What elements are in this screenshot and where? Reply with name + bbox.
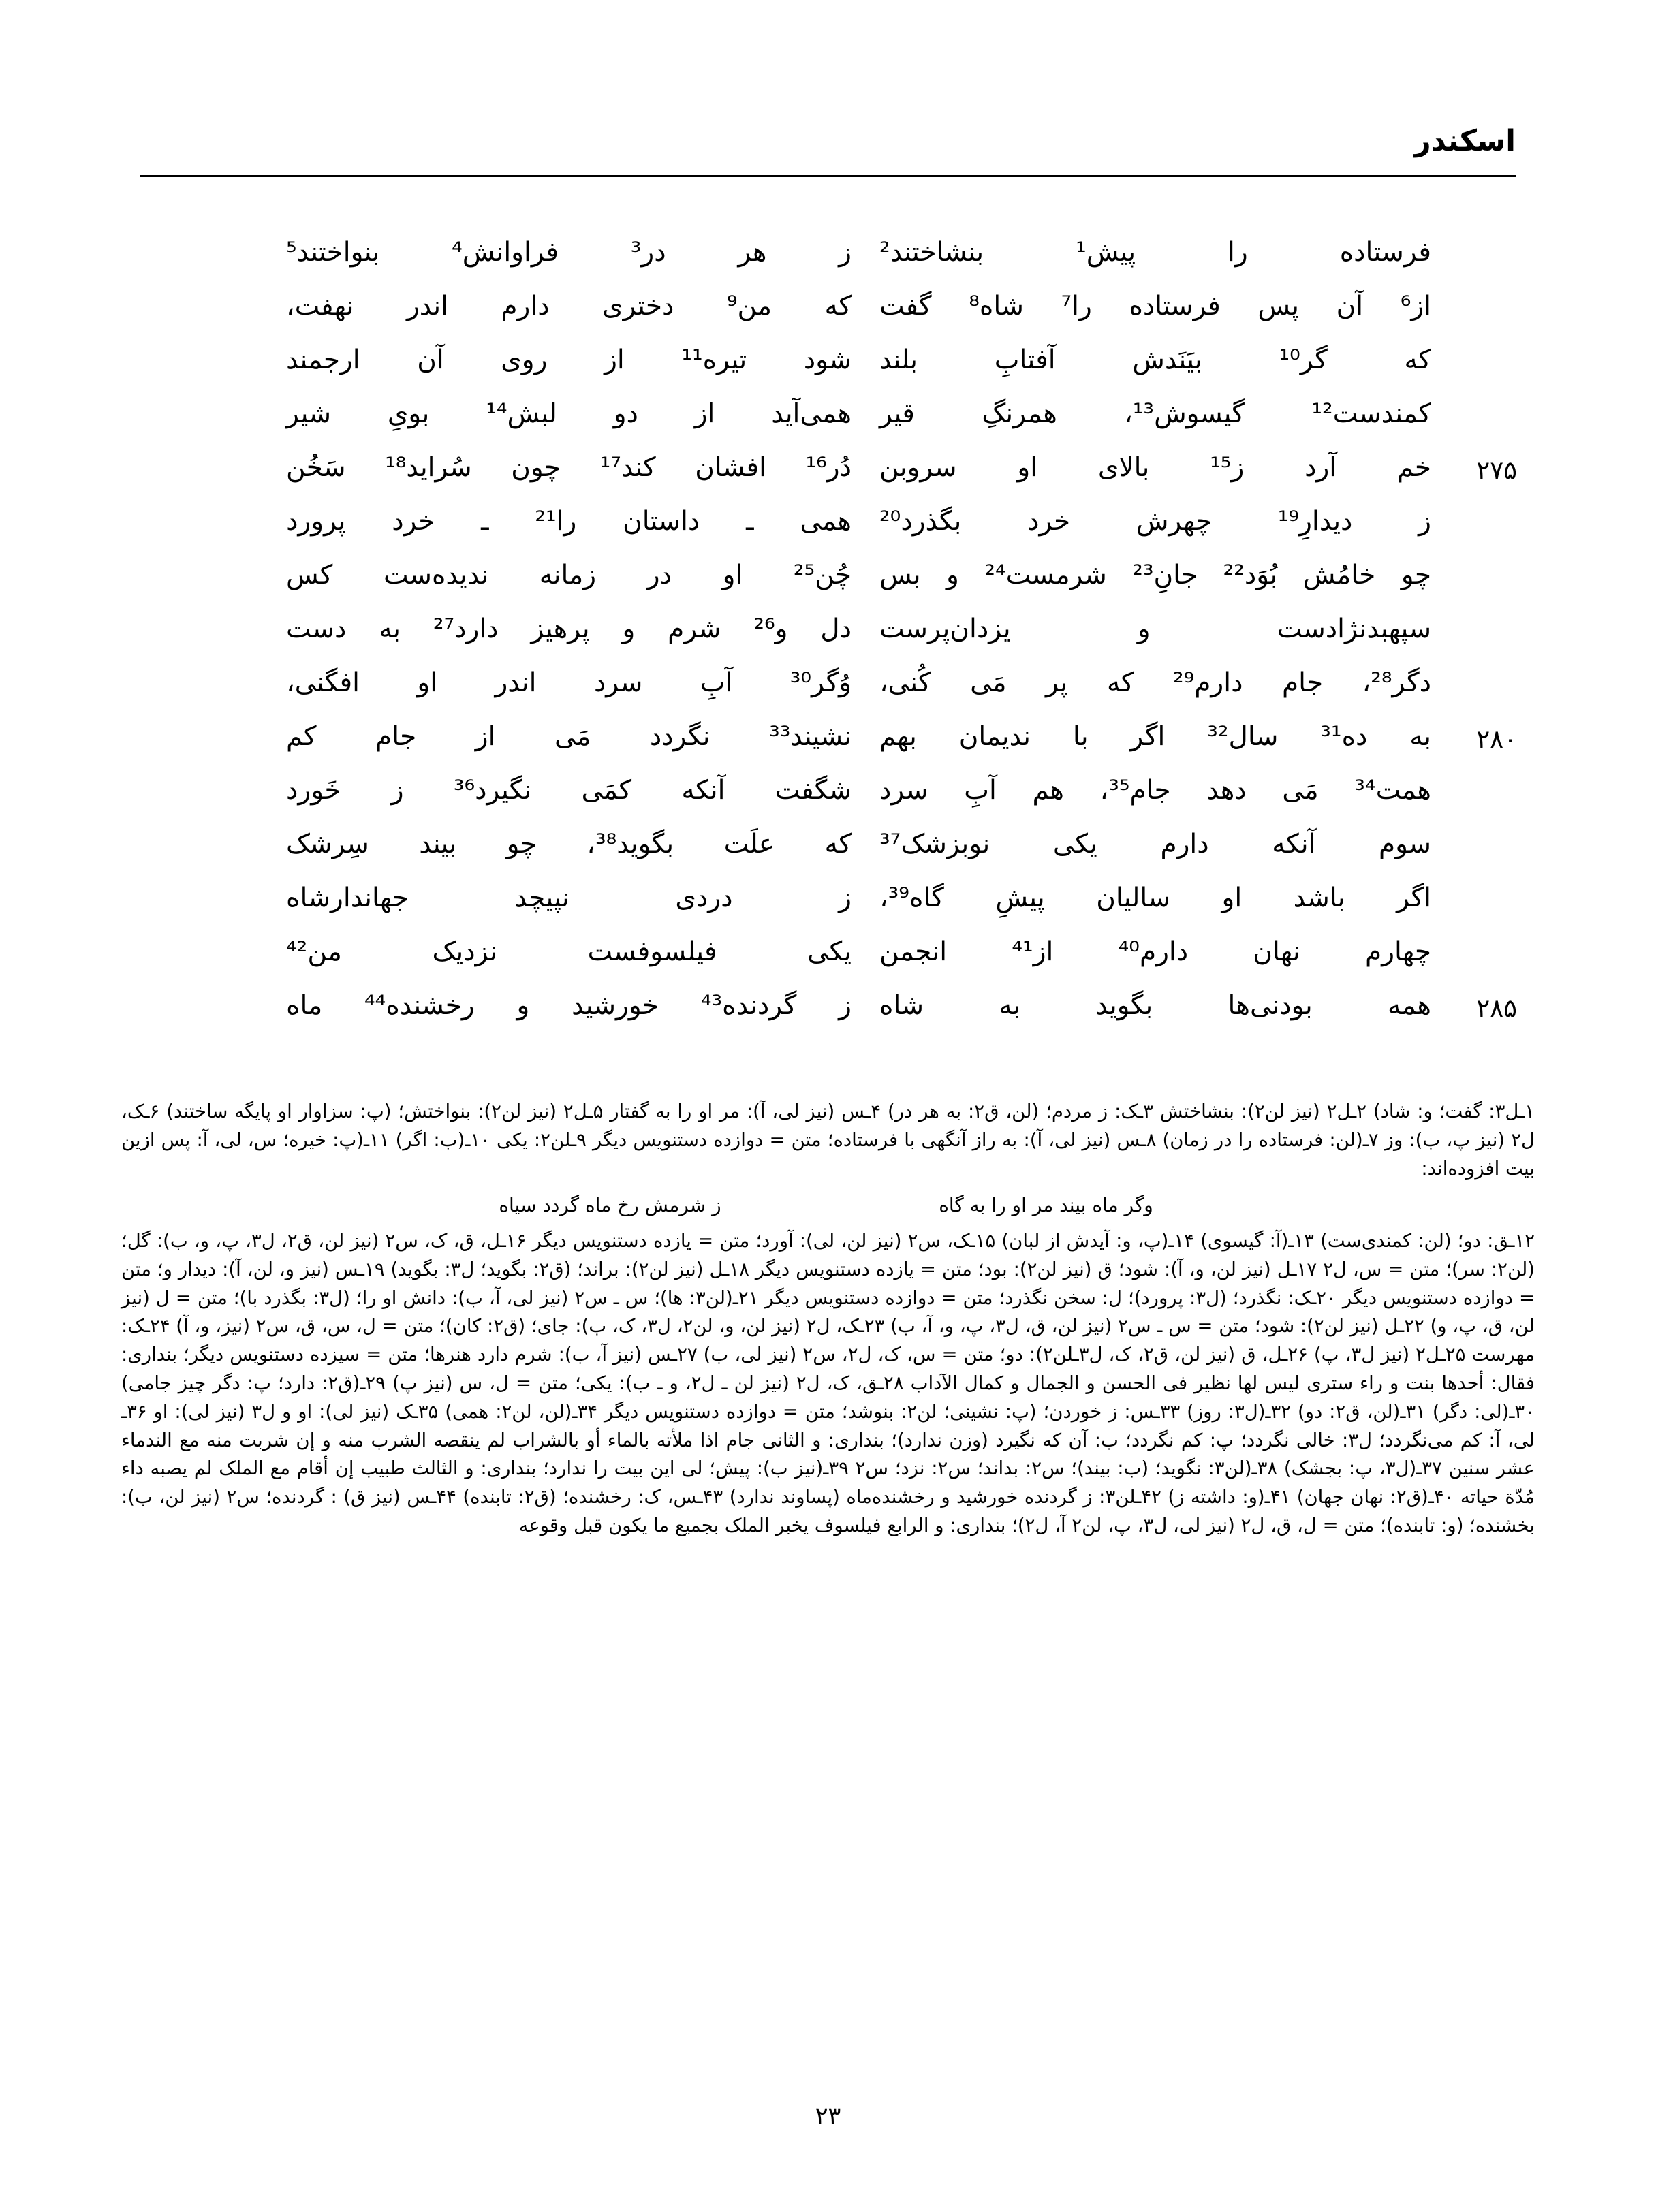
verse-word: اگر [1396,883,1431,913]
verse-word: شود [803,345,852,375]
verse-word: دختری [602,291,674,321]
verse-word: نهفت، [286,291,354,321]
verse-word: نشیند³³ [769,721,852,752]
verse-word: دو [613,398,638,429]
verse-word: ماه [286,990,323,1021]
verse-number: ۲۷۵ [1476,456,1517,485]
verse-word: مَی [970,667,1007,698]
hemistich-second [286,829,852,860]
verse-line [140,440,1516,494]
verse-word: جام [375,721,417,752]
verse-word: جهاندارشاه [286,883,409,913]
verse-word: از [604,345,625,375]
hemistich-second [286,775,852,806]
verse-word: را²¹ [535,506,577,537]
running-header [140,126,1516,187]
verse-word: من⁹ [726,291,772,321]
hemistich-second [286,560,852,591]
verse-word: همه [1387,990,1431,1021]
verse-word: ـ [746,506,754,537]
verse-line [140,332,1516,386]
verse-word: سپهبدنژادست [1277,614,1431,644]
hemistich-first [879,775,1431,806]
hemistich-first [879,345,1431,376]
verse-word: ز [390,775,404,806]
verse-word: و [946,560,959,590]
verse-number: ۲۸۵ [1476,994,1517,1023]
verse-word: چهارم [1365,936,1431,967]
verse-word: ز [839,237,852,268]
verse-word: شاه⁸ [969,291,1024,321]
verse-word: در³ [630,237,666,268]
verse-word: بُوَد²² [1223,560,1278,590]
verse-word: ندیده‌ست [383,560,489,590]
verse-word: بویِ [387,398,430,429]
verse-word: سالیان [1096,883,1170,913]
critical-apparatus [121,1098,1535,1540]
verse-word: از⁶ [1400,291,1431,321]
hemistich-second [286,721,852,753]
verse-word: چو [506,829,537,859]
verse-word: دارم²⁹ [1172,667,1243,698]
verse-word: باشد [1293,883,1345,913]
verse-word: بس [879,560,921,590]
hemistich-second [286,237,852,268]
verse-word: همی [800,506,852,537]
verse-word: را⁷ [1061,291,1092,321]
verse-word: داستان [623,506,700,537]
verse-line [140,386,1516,440]
verse-word: بلند [879,345,918,375]
verse-word: آبِ [700,667,733,698]
verse-word: که [1106,667,1134,698]
verse-word: ز [839,990,852,1021]
verse-word: خرد [392,506,435,537]
verse-word: افگنی، [286,667,360,698]
verse-word: علَت [723,829,775,859]
verse-word: اندر [406,291,448,321]
verse-word: پیشِ [995,883,1045,913]
verse-word: خم [1396,452,1431,483]
verse-word: به [379,614,401,644]
verse-word: پر [1046,667,1068,698]
verse-word: اگر [1130,721,1166,752]
verse-line [140,279,1516,332]
hemistich-second [286,452,852,484]
verse-word: سِرشک [286,829,369,859]
verse-word: با [1072,721,1089,752]
verse-word: آن [417,345,444,375]
hemistich-second [286,398,852,430]
verse-word: سوم [1379,829,1431,859]
verse-word: نپیچد [514,883,569,913]
hemistich-second [286,667,852,699]
verse-word: آفتابِ [994,345,1056,375]
verse-word: ـ [481,506,489,537]
verse-line [140,978,1516,1032]
hemistich-first [879,614,1431,645]
verse-word: دارم [501,291,550,321]
verse-line [140,225,1516,279]
verse-word: لبش¹⁴ [486,398,557,429]
verse-word: کم [286,721,317,752]
verse-word: او [1017,452,1038,483]
verse-word: همی‌آید [771,398,852,429]
verse-word: دگر²⁸، [1362,667,1431,698]
verse-word: آرد [1305,452,1337,483]
hemistich-second [286,614,852,645]
verse-word: دهد [1206,775,1247,806]
verse-word: نزدیک [432,936,497,967]
verse-word: گاه³⁹، [879,883,944,913]
verse-word: بگذرد²⁰ [879,506,962,537]
verse-word: دارم [1160,829,1209,859]
verse-word: خامُش [1302,560,1376,590]
verse-word: گیسوش¹³، [1124,398,1245,429]
hemistich-first [879,237,1431,268]
verse-word: پس [1257,291,1299,321]
verse-word: همت³⁴ [1354,775,1431,806]
verse-word: گر¹⁰ [1279,345,1328,375]
verse-word: آنکه [1272,829,1316,859]
verse-word: فیلسوفست [587,936,717,967]
folio-page-number: ۲۳ [815,2103,841,2130]
verse-line [140,763,1516,817]
verse-word: آبِ [964,775,997,806]
verse-word: دُر¹⁶ [805,452,852,483]
verse-word: دارد²⁷ [433,614,499,644]
hemistich-first [879,398,1431,430]
verse-word: جام [1281,667,1324,698]
verse-word: مَی [1282,775,1319,806]
verse-word: رخشنده⁴⁴ [364,990,475,1021]
verse-word: او [1221,883,1243,913]
verse-word: شرمست²⁴ [984,560,1107,590]
verse-word: ز [839,883,852,913]
verse-word: از [694,398,715,429]
verse-word: گفت [879,291,932,321]
verse-word: فرستاده [1339,237,1431,268]
verse-number: ۲۸۰ [1476,725,1517,754]
verse-word: انجمن [879,936,948,967]
verse-word: که [824,829,852,859]
verse-word: از⁴¹ [1012,936,1054,967]
verse-word: و [516,990,530,1021]
verse-word: خورشید [572,990,659,1021]
verse-word: خرد [1027,506,1071,537]
verse-word: چون [511,452,561,483]
hemistich-second [286,883,852,914]
verse-word: سرد [593,667,643,698]
verse-word: در [646,560,672,590]
verse-word: بگوید³⁸، [587,829,674,859]
hemistich-first [879,721,1431,753]
hemistich-first [879,883,1431,914]
header-divider [140,175,1516,177]
verse-word: فرستاده [1129,291,1221,321]
hemistich-first [879,936,1431,968]
verse-block [140,225,1517,1023]
verse-word: هر [738,237,767,268]
verse-word: نگیرد³⁶ [453,775,532,806]
verse-word: شرم [668,614,721,644]
verse-word: سرد [879,775,928,806]
hemistich-first [879,560,1431,591]
verse-word: ز [1418,506,1431,537]
verse-word: شیر [286,398,332,429]
hemistich-first [879,990,1431,1022]
verse-word: و²⁶ [753,614,788,644]
verse-word: که [824,291,852,321]
verse-word: و [1137,614,1151,644]
verse-word: همرنگِ [982,398,1057,429]
verse-word: اندر [495,667,537,698]
verse-word: آن [1336,291,1364,321]
apparatus-quoted-couplet [121,1191,1535,1220]
hemistich-first [879,291,1431,322]
apparatus-notes-second: ۱۲ـق: دو؛ (لن: کمندی‌ست) ۱۳ـ(آ: گیسوی) ۱۴ـ(پ، و: آیدش از لبان) ۱۵ـک، س۲ (نیز لن، لی): آورد؛ متن = یازده دستنویس دیگر ۱۶ـل، ق، ک، س۲ (نیز لن، ق۲، ل۳، پ، و، ب): گل؛ (لن۲: سر)؛ متن = س، ل۲ ۱۷ـل (نیز لن، و، آ)‌: شود؛ ق (نیز لن۲)‌: بود؛ متن = یازده دستنویس دیگر ۱۸ـل (نیز لن۲)‌: براند؛ (ق۲: بگوید؛ ل۳: بگوید) ۱۹ـس (نیز و، لن، آ): دیدار و؛ متن = دوازده دستنویس دیگر ۲۰ـک: نگذرد؛ (ل۳: پرورد)؛ ل: سخن نگذرد؛ متن = دوازده دستنویس دیگر ۲۱ـ(لن۳: ها)؛ س ـ س۲ (نیز لی، آ، ب): دانش او را؛ (ل۳: بگذرد با)؛ متن = ل (نیز لن، ق، پ، و) ۲۲ـل (نیز لن۲)‌: شود؛ متن = س ـ س۲ (نیز لن، ق، ل۳، پ، و، آ، ب) ۲۳ـک، ل۲ (نیز لن، و، لن۲، ل۳، ک، ب): جای؛ (ق۲: کان)؛ متن = ل، س، ق، س۲ (نیز، و، آ) ۲۴ـک: مهرست ۲۵ـل۲ (نیز ل۳، پ) ۲۶ـل، ق (نیز لن، ق۲، ک، ل۳ـلن۲)‌: دو؛ متن = س، ک، ل۲، س۲ (نیز لی، ب) ۲۷ـس (نیز آ، ب)‌: شرم دارد هنرها؛ متن = سیزده دستنویس دیگر؛ بنداری: فقال: أحدها بنت و راء ستری لیس لها نظیر فی الحسن و الجمال و کمال الآداب ۲۸ـق، ک، ل۲ (نیز لن ـ ل۲، و ـ ب): یکی؛ متن = ل، س (نیز پ) ۲۹ـ(ق۲: دارد؛ پ: دگر چیز جامی) ۳۰ـ(لی: دگر) ۳۱ـ(لن، ق۲: دو) ۳۲ـ(ل۳: روز) ۳۳ـس: ز خوردن؛ (پ: نشینی؛ لن۲: بنوشد؛ متن = دوازده دستنویس دیگر ۳۴ـ(لن، لن۲: همی) ۳۵ـک (نیز لی): او و ل۳ (نیز لی): او ۳۶ـ لی، آ: کم می‌نگردد؛ ل۳: خالی نگردد؛ پ: کم نگردد؛ ب: آن که نگیرد (وزن ندارد)؛ بنداری: و الثانی جام اذا ملأته بالماء أو بالشراب لم ینقصه الشرب منه و إن شربت منه مع الندماء عشر سنین ۳۷ـ(ل۳، پ: بجشک) ۳۸ـ(لن۳: نگوید؛ (ب: بیند)؛ س۲: بداند؛ س۲: نزد؛ س۲ ۳۹ـ(نیز ب): پیش؛ لی این بیت را ندارد؛ بنداری: و الثالث طبیب إن أقام مع الملک لم یصبه داء مُدّة حیاته ۴۰ـ(ق۲: نهان جهان) ۴۱ـ(و: داشته ز) ۴۲ـلن۳: ز گردنده خورشید و رخشنده‌ماه (پساوند ندارد) ۴۳ـس، ک: رخشنده؛ (ق۲: تابنده) ۴۴ـس (نیز ق) : گردنده؛ س۲ (نیز لن، ب): بخشنده؛ (و: تابنده)؛ متن = ل، ق، ل۲ (نیز لی، ل۳، پ، لن۲ آ، ل۲)؛ بنداری: و الرابع فیلسوف یخبر الملک بجمیع ما یکون قبل وقوعه [121,1229,1535,1536]
hemistich-second [286,291,852,322]
verse-word: به [1409,721,1431,752]
verse-word: آنکه [681,775,725,806]
verse-word: جانِ²³ [1132,560,1198,590]
verse-line [140,817,1516,870]
verse-word: را [1228,237,1248,268]
verse-word: شگفت [775,775,852,806]
verse-word: که [1404,345,1431,375]
verse-word: دردی [675,883,733,913]
verse-word: بگوید [1095,990,1153,1021]
verse-word: ده³¹ [1320,721,1368,752]
verse-word: پیش¹ [1076,237,1136,268]
hemistich-second [286,345,852,376]
verse-word: به [999,990,1021,1021]
verse-word: او [722,560,743,590]
hemistich-second [286,936,852,968]
verse-word: نوبزشک³⁷ [879,829,990,859]
verse-line [140,548,1516,601]
hemistich-first [879,506,1431,537]
verse-line [140,655,1516,709]
verse-word: وُگر³⁰ [790,667,852,698]
verse-word: سروبن [879,452,957,483]
verse-word: یکی [1052,829,1097,859]
verse-word: دل [820,614,852,644]
verse-word: شاه [879,990,924,1021]
verse-line [140,601,1516,655]
verse-word: بودنی‌ها [1228,990,1313,1021]
verse-line [140,494,1516,548]
verse-word: بهم [879,721,917,752]
verse-word: از [475,721,496,752]
hemistich-second [286,506,852,537]
verse-word: چُن²⁵ [793,560,852,590]
couplet-hemistich-first: وگر ماه بیند مر او را به گاه [939,1194,1153,1217]
verse-word: افشان [695,452,767,483]
verse-word: قیر [879,398,915,429]
verse-word: روی [501,345,548,375]
verse-word: من⁴² [286,936,342,967]
hemistich-first [879,667,1431,699]
apparatus-notes-first: ۱ـل۳: گفت؛ و: شاد) ۲ـل۲ (نیز لن۲)‌: بنشاختش ۳ـک: ز مردم؛ (لن، ق۲: به هر در) ۴ـس (نیز لی، آ): مر او را به گفتار ۵ـل۲ (نیز لن۲)‌: بنواختش؛ (پ: سزاوار او پایگه ساختند) ۶ـک، ل۲ (نیز پ، ب): وز ۷ـ(لن: فرستاده را در زمان) ۸ـس (نیز لی، آ): به راز آنگهی با فرستاده؛ متن = دوازده دستنویس دیگر ۹ـلن۲: یکی ۱۰ـ(ب: اگر) ۱۱ـ(پ: خیره؛ س، لی، آ: پس ازین بیت افزوده‌اند: [121,1101,1535,1180]
verse-word: بنشاختند² [879,237,984,268]
verse-word: بیَنَدش [1132,345,1202,375]
verse-word: دست [286,614,347,644]
hemistich-second [286,990,852,1022]
verse-word: یکی [807,936,852,967]
verse-word: تیره¹¹ [681,345,747,375]
verse-word: کمَی [581,775,632,806]
verse-word: ارجمند [286,345,360,375]
verse-word: پرورد [286,506,346,537]
verse-word: بیند [419,829,457,859]
couplet-hemistich-second: ز شرمش رخ ماه گردد سیاه [499,1194,721,1217]
verse-word: و [622,614,636,644]
verse-word: پرهیز [531,614,590,644]
verse-word: خَورد [286,775,341,806]
verse-word: نهان [1253,936,1300,967]
verse-word: سُراید¹⁸ [385,452,472,483]
verse-word: فراوانش⁴ [452,237,559,268]
verse-word: دارم⁴⁰ [1118,936,1189,967]
verse-word: کمندست¹² [1311,398,1431,429]
verse-word: سَخُن [286,452,346,483]
verse-word: جام³⁵، [1099,775,1171,806]
verse-line [140,924,1516,978]
verse-word: نگردد [649,721,710,752]
verse-word: مَی [554,721,591,752]
hemistich-first [879,829,1431,860]
verse-word: یزدان‌پرست [879,614,1011,644]
verse-word: بنواختند⁵ [286,237,380,268]
verse-word: دیدارِ¹⁹ [1277,506,1353,537]
verse-word: ز¹⁵ [1210,452,1245,483]
verse-word: کس [286,560,333,590]
verse-word: سال³² [1207,721,1279,752]
verse-word: او [417,667,438,698]
verse-line [140,709,1516,763]
verse-word: چو [1401,560,1431,590]
hemistich-first [879,452,1431,484]
verse-word: زمانه [539,560,597,590]
verse-word: ندیمان [958,721,1031,752]
verse-word: چهرش [1136,506,1213,537]
verse-word: کُنی، [879,667,931,698]
verse-word: بالای [1097,452,1150,483]
verse-word: کند¹⁷ [599,452,656,483]
page-title: اسکندر [1413,124,1516,158]
verse-word: گردنده⁴³ [700,990,797,1021]
verse-word: هم [1032,775,1064,806]
verse-line [140,870,1516,924]
